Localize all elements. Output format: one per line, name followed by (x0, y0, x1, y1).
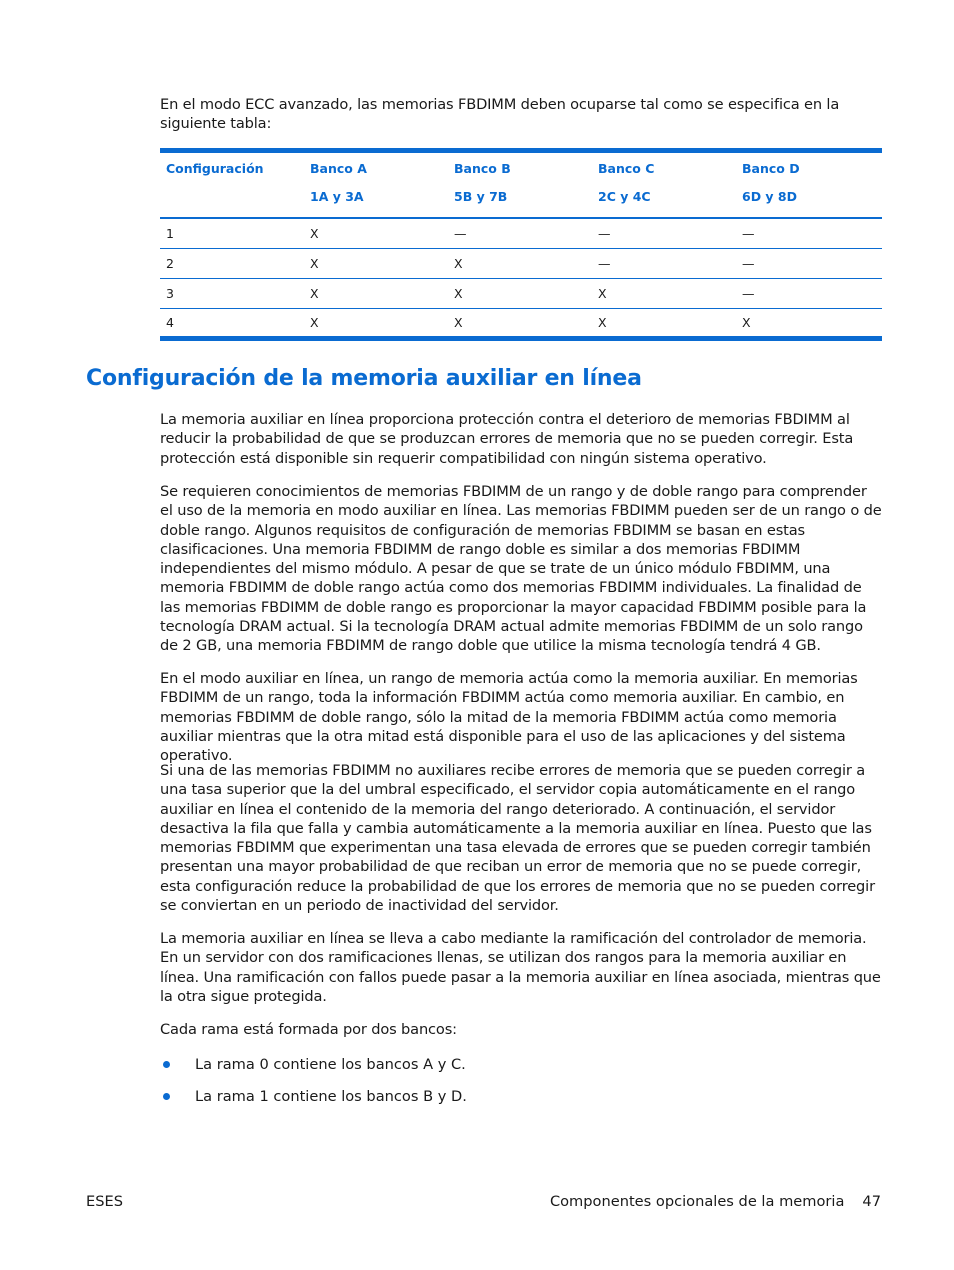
table-cell: X (448, 309, 592, 339)
bullet-icon (163, 1093, 170, 1100)
paragraph: La memoria auxiliar en línea proporciona protección contra el deterioro de memorias FBDIMM al reducir la probabilidad de que se produzcan errores de memoria que no se pueden corregir. Esta protección está disponible sin requerir compatibilidad con ningún sistema operativo. (160, 411, 854, 467)
footer-locale: ESES (86, 1193, 123, 1210)
paragraph: La memoria auxiliar en línea se lleva a cabo mediante la ramificación del controlador de memoria. En un servidor con dos ramificaciones llenas, se utilizan dos rangos para la memoria auxiliar en línea. Una ramificación con fallos puede pasar a la memoria auxiliar en línea asociada, mientras que la otra sigue protegida. (160, 930, 881, 1005)
table-cell: — (592, 249, 736, 279)
table-header-cell: 5B y 7B (448, 185, 592, 218)
table-cell: X (304, 279, 448, 309)
page-number: 47 (862, 1193, 881, 1210)
table-header-cell: 1A y 3A (304, 185, 448, 218)
table-cell: X (448, 249, 592, 279)
paragraph: Si una de las memorias FBDIMM no auxiliares recibe errores de memoria que se pueden corregir a una tasa superior que la del umbral especificado, el servidor copia automáticamente en el rango auxiliar en línea el contenido de la memoria del rango deteriorado. A continuación, el servidor desactiva la fila que falla y cambia automáticamente a la memoria auxiliar en línea. Puesto que las memorias FBDIMM que experimentan una tasa elevada de errores que se pueden corregir también presentan una mayor probabilidad de que reciban un error de memoria que no se puede corregir, esta configuración reduce la probabilidad de que los errores de memoria que no se pueden corregir se conviertan en un periodo de inactividad del servidor. (160, 762, 875, 915)
table-cell: — (736, 218, 882, 249)
table-cell: 2 (160, 249, 304, 279)
table-cell: 3 (160, 279, 304, 309)
table-row (160, 279, 882, 309)
memory-config-table (160, 148, 882, 341)
table-cell: X (304, 309, 448, 339)
table-subheader-row (160, 185, 882, 218)
bullet-icon (163, 1061, 170, 1068)
table-header-cell: Banco A (304, 151, 448, 186)
table-row (160, 218, 882, 249)
table-header-cell: 6D y 8D (736, 185, 882, 218)
table-cell: X (592, 309, 736, 339)
table-cell: 1 (160, 218, 304, 249)
table-header-cell: Banco C (592, 151, 736, 186)
table-header-cell (160, 185, 304, 218)
table-header-cell: 2C y 4C (592, 185, 736, 218)
list-item-text: La rama 0 contiene los bancos A y C. (195, 1056, 466, 1073)
table-cell: X (448, 279, 592, 309)
table-cell: — (736, 249, 882, 279)
table-cell: — (448, 218, 592, 249)
paragraph: Se requieren conocimientos de memorias FBDIMM de un rango y de doble rango para comprender el uso de la memoria en modo auxiliar en línea. Las memorias FBDIMM pueden ser de un rango o de doble rango. Algunos requisitos de configuración de memorias FBDIMM se basan en estas clasificaciones. Una memoria FBDIMM de rango doble es similar a dos memorias FBDIMM independientes del mismo módulo. A pesar de que se trate de un único módulo FBDIMM, una memoria FBDIMM de doble rango actúa como dos memorias FBDIMM individuales. La finalidad de las memorias FBDIMM de doble rango es proporcionar la mayor capacidad FBDIMM posible para la tecnología DRAM actual. Si la tecnología DRAM actual admite memorias FBDIMM de un solo rango de 2 GB, una memoria FBDIMM de rango doble que utilice la misma tecnología tendrá 4 GB. (160, 483, 882, 655)
table-header-cell: Configuración (160, 151, 304, 186)
table-cell: X (304, 218, 448, 249)
table-cell: X (592, 279, 736, 309)
table-cell: 4 (160, 309, 304, 339)
table-header-row (160, 151, 882, 186)
table-row (160, 309, 882, 339)
paragraph: En el modo auxiliar en línea, un rango de memoria actúa como la memoria auxiliar. En memorias FBDIMM de un rango, toda la información FBDIMM actúa como memoria auxiliar. En cambio, en memorias FBDIMM de doble rango, sólo la mitad de la memoria FBDIMM actúa como memoria auxiliar mientras que la otra mitad está disponible para el uso de las aplicaciones y del sistema operativo. (160, 670, 858, 765)
list-item-text: La rama 1 contiene los bancos B y D. (195, 1088, 467, 1105)
table-cell: — (736, 279, 882, 309)
table-cell: X (304, 249, 448, 279)
table-row (160, 249, 882, 279)
footer-chapter (550, 1193, 881, 1210)
paragraph: Cada rama está formada por dos bancos: (160, 1021, 457, 1038)
footer-chapter-title: Componentes opcionales de la memoria (549, 1193, 845, 1210)
table-cell: X (736, 309, 882, 339)
table-header-cell: Banco D (736, 151, 882, 186)
table-cell: — (592, 218, 736, 249)
section-title: Configuración de la memoria auxiliar en línea (86, 366, 642, 391)
table-header-cell: Banco B (448, 151, 592, 186)
intro-paragraph: En el modo ECC avanzado, las memorias FBDIMM deben ocuparse tal como se especifica en la siguiente tabla: (160, 96, 840, 133)
